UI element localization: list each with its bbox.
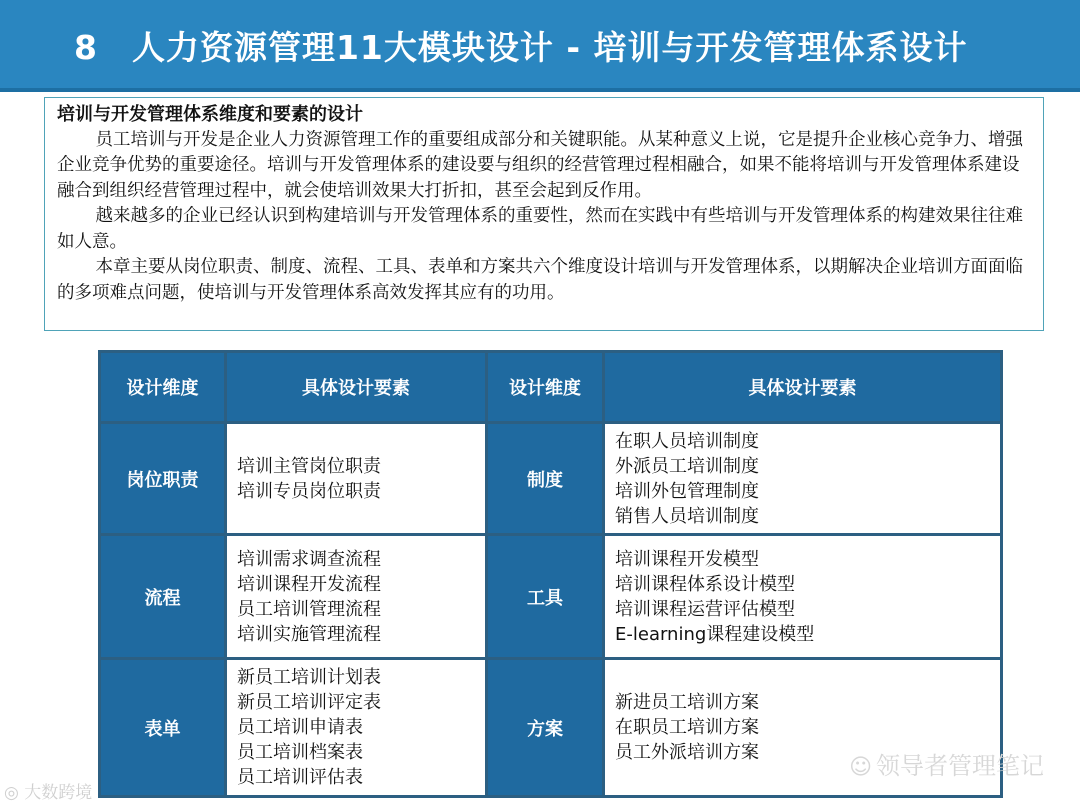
element-item: 培训课程开发模型	[615, 548, 759, 570]
element-item: 培训课程体系设计模型	[615, 573, 795, 595]
wechat-watermark	[849, 746, 1044, 781]
element-item: 在职员工培训方案	[615, 717, 759, 738]
element-item: 员工培训管理流程	[237, 598, 381, 620]
element-item: 销售人员培训制度	[615, 505, 759, 527]
dimension-cell: 流程	[100, 535, 226, 659]
slide-header	[0, 0, 1080, 92]
elements-cell	[226, 423, 487, 535]
dimension-cell: 工具	[487, 535, 604, 659]
element-item: 员工培训档案表	[237, 742, 363, 763]
element-item: 培训主管岗位职责	[237, 455, 381, 477]
element-item: 新进员工培训方案	[615, 692, 759, 713]
dimension-cell: 制度	[487, 423, 604, 535]
dimension-cell: 岗位职责	[100, 423, 226, 535]
element-item: 员工外派培训方案	[615, 742, 759, 763]
element-item: E-learning课程建设模型	[615, 623, 815, 645]
corner-watermark-text: 大数跨境	[24, 783, 93, 803]
intro-box	[44, 97, 1044, 331]
element-item: 培训专员岗位职责	[237, 480, 381, 502]
column-header: 具体设计要素	[604, 352, 1002, 423]
watermark-text: 领导者管理笔记	[876, 752, 1044, 780]
column-header: 具体设计要素	[226, 352, 487, 423]
element-item: 培训外包管理制度	[615, 480, 759, 502]
intro-paragraph: 越来越多的企业已经认识到构建培训与开发管理体系的重要性，然而在实践中有些培训与开发管理体系的构建效果往往难如人意。	[57, 206, 1023, 252]
element-item: 培训实施管理流程	[237, 623, 381, 645]
dimension-cell: 表单	[100, 659, 226, 797]
column-header: 设计维度	[487, 352, 604, 423]
corner-watermark	[4, 778, 92, 803]
corner-logo-icon: ◎	[4, 783, 25, 803]
table-row	[100, 423, 1002, 535]
column-header: 设计维度	[100, 352, 226, 423]
intro-paragraph: 员工培训与开发是企业人力资源管理工作的重要组成部分和关键职能。从某种意义上说，它是提升企业核心竞争力、增强企业竞争优势的重要途径。培训与开发管理体系的建设要与组织的经营管理过程相融合，如果不能将培训与开发管理体系建设融合到组织经营管理过程中，就会使培训效果大打折扣，甚至会起到反作用。	[57, 129, 1023, 201]
element-item: 培训课程开发流程	[237, 573, 381, 595]
element-item: 在职人员培训制度	[615, 430, 759, 452]
elements-cell	[226, 659, 487, 797]
design-dimension-table	[98, 350, 1003, 798]
elements-cell	[604, 535, 1002, 659]
element-item: 培训课程运营评估模型	[615, 598, 795, 620]
elements-cell	[226, 535, 487, 659]
element-item: 新员工培训计划表	[237, 667, 381, 688]
slide-title: 8 人力资源管理11大模块设计 - 培训与开发管理体系设计	[74, 28, 968, 67]
element-item: 培训需求调查流程	[237, 548, 381, 570]
elements-cell	[604, 423, 1002, 535]
table-header-row	[100, 352, 1002, 423]
element-item: 新员工培训评定表	[237, 692, 381, 713]
table-row	[100, 535, 1002, 659]
intro-paragraph: 本章主要从岗位职责、制度、流程、工具、表单和方案共六个维度设计培训与开发管理体系，以期解决企业培训方面面临的多项难点问题，使培训与开发管理体系高效发挥其应有的功用。	[57, 257, 1023, 303]
element-item: 员工培训评估表	[237, 767, 363, 788]
element-item: 员工培训申请表	[237, 717, 363, 738]
dimension-cell: 方案	[487, 659, 604, 797]
wechat-icon: ☺	[849, 755, 872, 780]
element-item: 外派员工培训制度	[615, 455, 759, 477]
intro-heading: 培训与开发管理体系维度和要素的设计	[57, 104, 363, 125]
